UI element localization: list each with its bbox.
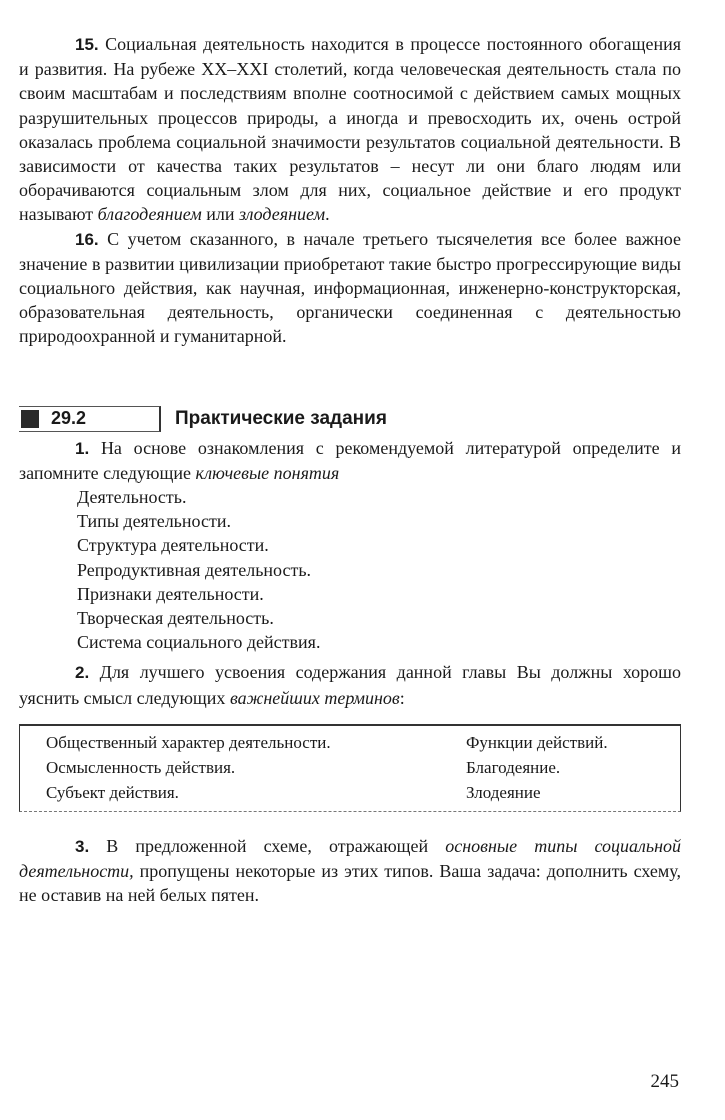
paragraph-16: 16. С учетом сказанного, в начале третьего тысячелетия все более важное значение в развитии цивилизации приобретают такие быстро прогрессирующие виды социального действия, как научная, информационная, инженерно-конструкторская, образовательная деятельность, органически соединенная с деятельностью природоохранной и гуманитарной. — [19, 228, 682, 347]
terms-table — [19, 724, 681, 812]
table-cell: Злодеяние — [466, 782, 541, 802]
task-2: 2. Для лучшего усвоения содержания данной главы Вы должны хорошо уяснить смысл следующих важнейших терминов: — [19, 662, 681, 708]
list-item: Деятельность. — [77, 487, 187, 508]
list-item: Система социального действия. — [77, 632, 321, 653]
paragraph-number: 16. — [75, 229, 99, 249]
task-3: 3. В предложенной схеме, отражающей основные типы социальной деятельности, пропущены некоторые из этих типов. Ваша задача: дополнить схему, не оставив на ней белых пятен. — [19, 835, 681, 906]
table-row — [20, 755, 680, 780]
list-item: Типы деятельности. — [77, 511, 231, 532]
table-cell: Субъект действия. — [46, 782, 179, 802]
section-marker-icon — [21, 410, 39, 428]
list-item: Признаки деятельности. — [77, 583, 264, 604]
key-concepts-list — [19, 485, 681, 654]
table-cell: Благодеяние. — [466, 757, 561, 777]
page-content — [19, 32, 681, 907]
page-number: 245 — [650, 1071, 679, 1092]
list-item: Творческая деятельность. — [77, 608, 274, 629]
paragraph-15: 15. Социальная деятельность находится в процессе постоянного обогащения и развития. На рубеже XX–XXI столетий, когда человеческая деятельность стала по своим масштабам и последствиям вполне соотносимой с действием самых мощных разрушительных процессов природы, а иногда и превосходить их, очень острой оказалась проблема социальной значимости результатов социальной деятельности. В зависимости от качества таких результатов – несут ли они благо людям или оборачиваются социальным злом для них, социальное действие и его продукт называют благодеянием или злодеянием. — [19, 34, 681, 225]
section-number: 29.2 — [51, 408, 87, 429]
list-item: Структура деятельности. — [77, 535, 269, 556]
table-cell: Функции действий. — [466, 732, 608, 752]
list-item: Репродуктивная деятельность. — [77, 559, 312, 580]
section-number-box — [19, 406, 161, 432]
paragraph-number: 15. — [75, 35, 99, 54]
table-row — [20, 780, 680, 805]
task-1: 1. На основе ознакомления с рекомендуемой литературой определите и запомните следующие ключевые понятия — [19, 437, 682, 483]
table-cell: Общественный характер деятельности. — [46, 732, 331, 752]
table-row — [20, 730, 680, 755]
section-heading — [19, 404, 681, 434]
table-cell: Осмысленность действия. — [46, 757, 236, 777]
section-title: Практические задания — [175, 407, 387, 429]
